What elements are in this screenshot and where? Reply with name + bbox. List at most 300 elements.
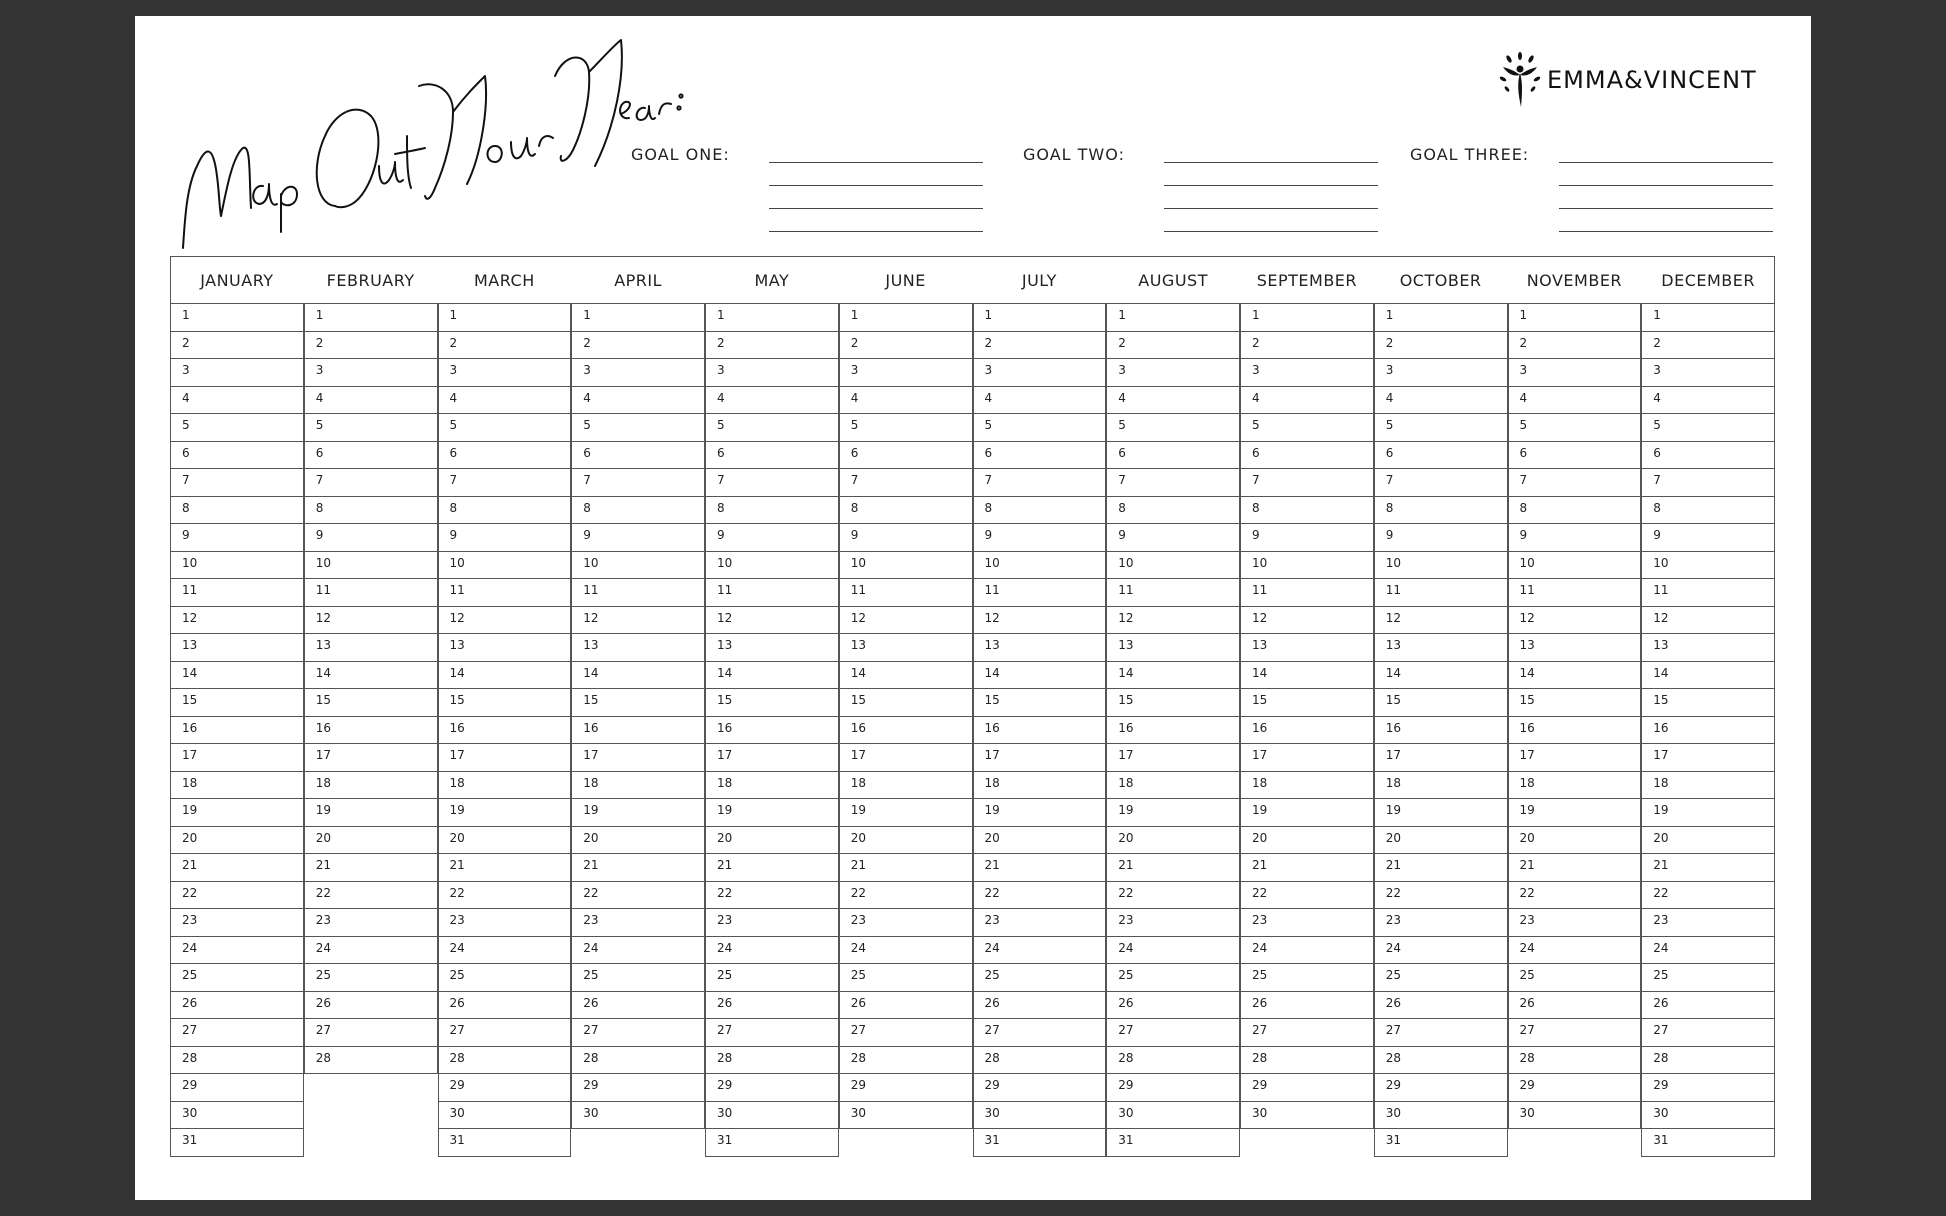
day-cell[interactable]: 5 xyxy=(1106,414,1240,442)
goal-one-lines[interactable] xyxy=(769,162,983,254)
day-cell[interactable]: 27 xyxy=(1106,1019,1240,1047)
day-cell[interactable]: 4 xyxy=(973,387,1107,415)
day-cell[interactable]: 31 xyxy=(973,1129,1107,1157)
day-cell[interactable]: 16 xyxy=(1106,717,1240,745)
day-cell[interactable]: 12 xyxy=(839,607,973,635)
day-cell[interactable]: 30 xyxy=(438,1102,572,1130)
day-cell[interactable]: 20 xyxy=(1106,827,1240,855)
day-cell[interactable]: 17 xyxy=(1508,744,1642,772)
day-cell[interactable]: 11 xyxy=(1240,579,1374,607)
day-cell[interactable]: 13 xyxy=(1508,634,1642,662)
day-cell[interactable]: 23 xyxy=(973,909,1107,937)
day-cell[interactable]: 8 xyxy=(170,497,304,525)
day-cell[interactable]: 11 xyxy=(705,579,839,607)
day-cell[interactable]: 24 xyxy=(973,937,1107,965)
day-cell[interactable]: 1 xyxy=(705,304,839,332)
day-cell[interactable]: 18 xyxy=(1106,772,1240,800)
day-cell[interactable]: 6 xyxy=(438,442,572,470)
day-cell[interactable]: 22 xyxy=(839,882,973,910)
day-cell[interactable]: 6 xyxy=(170,442,304,470)
day-cell[interactable]: 1 xyxy=(1106,304,1240,332)
day-cell[interactable]: 6 xyxy=(839,442,973,470)
day-cell[interactable]: 28 xyxy=(1240,1047,1374,1075)
day-cell[interactable]: 18 xyxy=(1240,772,1374,800)
day-cell[interactable]: 15 xyxy=(438,689,572,717)
day-cell[interactable]: 7 xyxy=(973,469,1107,497)
day-cell[interactable]: 15 xyxy=(705,689,839,717)
day-cell[interactable]: 16 xyxy=(839,717,973,745)
day-cell[interactable]: 6 xyxy=(705,442,839,470)
day-cell[interactable]: 18 xyxy=(839,772,973,800)
day-cell[interactable]: 1 xyxy=(839,304,973,332)
day-cell[interactable]: 5 xyxy=(973,414,1107,442)
day-cell[interactable]: 20 xyxy=(705,827,839,855)
day-cell[interactable]: 12 xyxy=(705,607,839,635)
day-cell[interactable]: 6 xyxy=(1641,442,1775,470)
day-cell[interactable]: 10 xyxy=(170,552,304,580)
day-cell[interactable]: 27 xyxy=(170,1019,304,1047)
day-cell[interactable]: 21 xyxy=(571,854,705,882)
day-cell[interactable]: 12 xyxy=(1508,607,1642,635)
day-cell[interactable]: 18 xyxy=(304,772,438,800)
day-cell[interactable]: 28 xyxy=(1641,1047,1775,1075)
day-cell[interactable]: 31 xyxy=(1641,1129,1775,1157)
day-cell[interactable]: 9 xyxy=(705,524,839,552)
day-cell[interactable]: 30 xyxy=(1374,1102,1508,1130)
day-cell[interactable]: 6 xyxy=(1374,442,1508,470)
day-cell[interactable]: 26 xyxy=(438,992,572,1020)
day-cell[interactable]: 22 xyxy=(170,882,304,910)
day-cell[interactable]: 11 xyxy=(170,579,304,607)
day-cell[interactable]: 21 xyxy=(304,854,438,882)
day-cell[interactable]: 10 xyxy=(839,552,973,580)
day-cell[interactable]: 14 xyxy=(839,662,973,690)
day-cell[interactable]: 23 xyxy=(1508,909,1642,937)
day-cell[interactable]: 13 xyxy=(705,634,839,662)
day-cell[interactable]: 4 xyxy=(1508,387,1642,415)
day-cell[interactable]: 4 xyxy=(1106,387,1240,415)
day-cell[interactable]: 11 xyxy=(304,579,438,607)
day-cell[interactable]: 20 xyxy=(1374,827,1508,855)
day-cell[interactable]: 6 xyxy=(1240,442,1374,470)
day-cell[interactable]: 16 xyxy=(1508,717,1642,745)
day-cell[interactable]: 19 xyxy=(839,799,973,827)
day-cell[interactable]: 11 xyxy=(438,579,572,607)
day-cell[interactable]: 22 xyxy=(304,882,438,910)
day-cell[interactable]: 17 xyxy=(438,744,572,772)
day-cell[interactable]: 18 xyxy=(170,772,304,800)
day-cell[interactable]: 23 xyxy=(1240,909,1374,937)
day-cell[interactable]: 27 xyxy=(1240,1019,1374,1047)
day-cell[interactable]: 17 xyxy=(973,744,1107,772)
day-cell[interactable]: 28 xyxy=(705,1047,839,1075)
day-cell[interactable]: 29 xyxy=(1240,1074,1374,1102)
day-cell[interactable]: 16 xyxy=(170,717,304,745)
day-cell[interactable]: 4 xyxy=(1374,387,1508,415)
day-cell[interactable]: 2 xyxy=(705,332,839,360)
day-cell[interactable]: 29 xyxy=(1641,1074,1775,1102)
day-cell[interactable]: 5 xyxy=(170,414,304,442)
day-cell[interactable]: 5 xyxy=(1508,414,1642,442)
day-cell[interactable]: 5 xyxy=(839,414,973,442)
day-cell[interactable]: 5 xyxy=(304,414,438,442)
day-cell[interactable]: 22 xyxy=(973,882,1107,910)
day-cell[interactable]: 26 xyxy=(973,992,1107,1020)
day-cell[interactable]: 2 xyxy=(1508,332,1642,360)
day-cell[interactable]: 27 xyxy=(705,1019,839,1047)
day-cell[interactable]: 10 xyxy=(973,552,1107,580)
day-cell[interactable]: 16 xyxy=(1641,717,1775,745)
day-cell[interactable]: 21 xyxy=(839,854,973,882)
day-cell[interactable]: 12 xyxy=(438,607,572,635)
day-cell[interactable]: 15 xyxy=(839,689,973,717)
day-cell[interactable]: 9 xyxy=(839,524,973,552)
day-cell[interactable]: 16 xyxy=(1374,717,1508,745)
day-cell[interactable]: 20 xyxy=(571,827,705,855)
day-cell[interactable]: 17 xyxy=(1374,744,1508,772)
day-cell[interactable]: 24 xyxy=(1240,937,1374,965)
day-cell[interactable]: 5 xyxy=(438,414,572,442)
day-cell[interactable]: 24 xyxy=(170,937,304,965)
day-cell[interactable]: 28 xyxy=(304,1047,438,1075)
day-cell[interactable]: 11 xyxy=(1374,579,1508,607)
day-cell[interactable]: 8 xyxy=(973,497,1107,525)
day-cell[interactable]: 20 xyxy=(1240,827,1374,855)
day-cell[interactable]: 13 xyxy=(304,634,438,662)
day-cell[interactable]: 20 xyxy=(973,827,1107,855)
day-cell[interactable]: 27 xyxy=(839,1019,973,1047)
day-cell[interactable]: 27 xyxy=(973,1019,1107,1047)
day-cell[interactable]: 25 xyxy=(1374,964,1508,992)
day-cell[interactable]: 11 xyxy=(973,579,1107,607)
day-cell[interactable]: 13 xyxy=(571,634,705,662)
day-cell[interactable]: 12 xyxy=(973,607,1107,635)
day-cell[interactable]: 18 xyxy=(1374,772,1508,800)
day-cell[interactable]: 7 xyxy=(1106,469,1240,497)
day-cell[interactable]: 7 xyxy=(438,469,572,497)
day-cell[interactable]: 13 xyxy=(438,634,572,662)
day-cell[interactable]: 30 xyxy=(1106,1102,1240,1130)
day-cell[interactable]: 16 xyxy=(304,717,438,745)
day-cell[interactable]: 15 xyxy=(1508,689,1642,717)
goal-two-lines[interactable] xyxy=(1164,162,1378,254)
day-cell[interactable]: 3 xyxy=(571,359,705,387)
day-cell[interactable]: 19 xyxy=(438,799,572,827)
day-cell[interactable]: 16 xyxy=(973,717,1107,745)
day-cell[interactable]: 28 xyxy=(1508,1047,1642,1075)
day-cell[interactable]: 17 xyxy=(170,744,304,772)
day-cell[interactable]: 2 xyxy=(1374,332,1508,360)
day-cell[interactable]: 26 xyxy=(1508,992,1642,1020)
day-cell[interactable]: 3 xyxy=(1374,359,1508,387)
day-cell[interactable]: 13 xyxy=(1106,634,1240,662)
day-cell[interactable]: 15 xyxy=(304,689,438,717)
day-cell[interactable]: 30 xyxy=(973,1102,1107,1130)
day-cell[interactable]: 8 xyxy=(1106,497,1240,525)
day-cell[interactable]: 14 xyxy=(705,662,839,690)
day-cell[interactable]: 25 xyxy=(1641,964,1775,992)
day-cell[interactable]: 27 xyxy=(438,1019,572,1047)
day-cell[interactable]: 10 xyxy=(1641,552,1775,580)
day-cell[interactable]: 22 xyxy=(1641,882,1775,910)
day-cell[interactable]: 14 xyxy=(304,662,438,690)
day-cell[interactable]: 15 xyxy=(973,689,1107,717)
day-cell[interactable]: 8 xyxy=(304,497,438,525)
day-cell[interactable]: 15 xyxy=(1641,689,1775,717)
day-cell[interactable]: 10 xyxy=(304,552,438,580)
day-cell[interactable]: 7 xyxy=(1641,469,1775,497)
day-cell[interactable]: 12 xyxy=(170,607,304,635)
day-cell[interactable]: 6 xyxy=(1508,442,1642,470)
day-cell[interactable]: 9 xyxy=(1508,524,1642,552)
day-cell[interactable]: 19 xyxy=(170,799,304,827)
day-cell[interactable]: 25 xyxy=(839,964,973,992)
day-cell[interactable]: 25 xyxy=(705,964,839,992)
day-cell[interactable]: 3 xyxy=(1106,359,1240,387)
day-cell[interactable]: 29 xyxy=(839,1074,973,1102)
day-cell[interactable]: 29 xyxy=(973,1074,1107,1102)
day-cell[interactable]: 30 xyxy=(170,1102,304,1130)
day-cell[interactable]: 22 xyxy=(1240,882,1374,910)
day-cell[interactable]: 27 xyxy=(1508,1019,1642,1047)
day-cell[interactable]: 25 xyxy=(438,964,572,992)
day-cell[interactable]: 6 xyxy=(973,442,1107,470)
day-cell[interactable]: 10 xyxy=(1106,552,1240,580)
day-cell[interactable]: 8 xyxy=(705,497,839,525)
day-cell[interactable]: 16 xyxy=(571,717,705,745)
day-cell[interactable]: 17 xyxy=(1106,744,1240,772)
day-cell[interactable]: 31 xyxy=(705,1129,839,1157)
day-cell[interactable]: 24 xyxy=(705,937,839,965)
day-cell[interactable]: 23 xyxy=(170,909,304,937)
day-cell[interactable]: 9 xyxy=(571,524,705,552)
day-cell[interactable]: 29 xyxy=(571,1074,705,1102)
day-cell[interactable]: 4 xyxy=(705,387,839,415)
day-cell[interactable]: 5 xyxy=(1641,414,1775,442)
day-cell[interactable]: 19 xyxy=(705,799,839,827)
day-cell[interactable]: 4 xyxy=(438,387,572,415)
day-cell[interactable]: 22 xyxy=(1374,882,1508,910)
day-cell[interactable]: 9 xyxy=(304,524,438,552)
day-cell[interactable]: 30 xyxy=(705,1102,839,1130)
day-cell[interactable]: 22 xyxy=(438,882,572,910)
day-cell[interactable]: 27 xyxy=(1641,1019,1775,1047)
day-cell[interactable]: 7 xyxy=(705,469,839,497)
day-cell[interactable]: 30 xyxy=(1240,1102,1374,1130)
day-cell[interactable]: 28 xyxy=(571,1047,705,1075)
day-cell[interactable]: 1 xyxy=(1641,304,1775,332)
day-cell[interactable]: 15 xyxy=(1240,689,1374,717)
day-cell[interactable]: 2 xyxy=(304,332,438,360)
day-cell[interactable]: 26 xyxy=(571,992,705,1020)
day-cell[interactable]: 7 xyxy=(571,469,705,497)
day-cell[interactable]: 20 xyxy=(304,827,438,855)
day-cell[interactable]: 31 xyxy=(1374,1129,1508,1157)
day-cell[interactable]: 15 xyxy=(1106,689,1240,717)
day-cell[interactable]: 3 xyxy=(304,359,438,387)
day-cell[interactable]: 7 xyxy=(304,469,438,497)
day-cell[interactable]: 11 xyxy=(1508,579,1642,607)
day-cell[interactable]: 17 xyxy=(839,744,973,772)
day-cell[interactable]: 19 xyxy=(1641,799,1775,827)
day-cell[interactable]: 3 xyxy=(839,359,973,387)
day-cell[interactable]: 9 xyxy=(170,524,304,552)
day-cell[interactable]: 6 xyxy=(304,442,438,470)
day-cell[interactable]: 25 xyxy=(1508,964,1642,992)
day-cell[interactable]: 12 xyxy=(1106,607,1240,635)
day-cell[interactable]: 30 xyxy=(1508,1102,1642,1130)
day-cell[interactable]: 19 xyxy=(1240,799,1374,827)
day-cell[interactable]: 24 xyxy=(571,937,705,965)
day-cell[interactable]: 25 xyxy=(1106,964,1240,992)
day-cell[interactable]: 20 xyxy=(438,827,572,855)
day-cell[interactable]: 18 xyxy=(705,772,839,800)
day-cell[interactable]: 27 xyxy=(1374,1019,1508,1047)
day-cell[interactable]: 14 xyxy=(1374,662,1508,690)
day-cell[interactable]: 5 xyxy=(1240,414,1374,442)
day-cell[interactable]: 21 xyxy=(1374,854,1508,882)
day-cell[interactable]: 7 xyxy=(170,469,304,497)
day-cell[interactable]: 13 xyxy=(170,634,304,662)
day-cell[interactable]: 14 xyxy=(571,662,705,690)
day-cell[interactable]: 1 xyxy=(438,304,572,332)
day-cell[interactable]: 3 xyxy=(973,359,1107,387)
day-cell[interactable]: 24 xyxy=(1106,937,1240,965)
day-cell[interactable]: 20 xyxy=(1641,827,1775,855)
day-cell[interactable]: 11 xyxy=(571,579,705,607)
day-cell[interactable]: 1 xyxy=(304,304,438,332)
day-cell[interactable]: 23 xyxy=(705,909,839,937)
day-cell[interactable]: 29 xyxy=(1106,1074,1240,1102)
day-cell[interactable]: 29 xyxy=(705,1074,839,1102)
day-cell[interactable]: 28 xyxy=(839,1047,973,1075)
day-cell[interactable]: 26 xyxy=(705,992,839,1020)
day-cell[interactable]: 11 xyxy=(839,579,973,607)
day-cell[interactable]: 21 xyxy=(1641,854,1775,882)
day-cell[interactable]: 26 xyxy=(1641,992,1775,1020)
day-cell[interactable]: 1 xyxy=(973,304,1107,332)
day-cell[interactable]: 14 xyxy=(438,662,572,690)
day-cell[interactable]: 1 xyxy=(1374,304,1508,332)
day-cell[interactable]: 9 xyxy=(1106,524,1240,552)
day-cell[interactable]: 8 xyxy=(1374,497,1508,525)
day-cell[interactable]: 24 xyxy=(438,937,572,965)
day-cell[interactable]: 28 xyxy=(1106,1047,1240,1075)
day-cell[interactable]: 26 xyxy=(1106,992,1240,1020)
day-cell[interactable]: 28 xyxy=(170,1047,304,1075)
day-cell[interactable]: 22 xyxy=(705,882,839,910)
day-cell[interactable]: 21 xyxy=(705,854,839,882)
day-cell[interactable]: 10 xyxy=(438,552,572,580)
day-cell[interactable]: 10 xyxy=(1508,552,1642,580)
day-cell[interactable]: 27 xyxy=(571,1019,705,1047)
day-cell[interactable]: 25 xyxy=(304,964,438,992)
day-cell[interactable]: 4 xyxy=(571,387,705,415)
day-cell[interactable]: 2 xyxy=(571,332,705,360)
day-cell[interactable]: 12 xyxy=(1240,607,1374,635)
day-cell[interactable]: 1 xyxy=(1240,304,1374,332)
day-cell[interactable]: 12 xyxy=(1641,607,1775,635)
day-cell[interactable]: 21 xyxy=(1106,854,1240,882)
day-cell[interactable]: 15 xyxy=(170,689,304,717)
day-cell[interactable]: 25 xyxy=(1240,964,1374,992)
day-cell[interactable]: 4 xyxy=(304,387,438,415)
day-cell[interactable]: 18 xyxy=(438,772,572,800)
day-cell[interactable]: 31 xyxy=(170,1129,304,1157)
day-cell[interactable]: 13 xyxy=(839,634,973,662)
day-cell[interactable]: 14 xyxy=(170,662,304,690)
day-cell[interactable]: 9 xyxy=(1374,524,1508,552)
day-cell[interactable]: 22 xyxy=(1508,882,1642,910)
day-cell[interactable]: 2 xyxy=(1240,332,1374,360)
day-cell[interactable]: 6 xyxy=(571,442,705,470)
day-cell[interactable]: 12 xyxy=(304,607,438,635)
day-cell[interactable]: 23 xyxy=(1641,909,1775,937)
day-cell[interactable]: 30 xyxy=(839,1102,973,1130)
day-cell[interactable]: 7 xyxy=(1508,469,1642,497)
day-cell[interactable]: 16 xyxy=(438,717,572,745)
day-cell[interactable]: 17 xyxy=(571,744,705,772)
day-cell[interactable]: 31 xyxy=(1106,1129,1240,1157)
day-cell[interactable]: 21 xyxy=(1508,854,1642,882)
day-cell[interactable]: 7 xyxy=(839,469,973,497)
day-cell[interactable]: 26 xyxy=(1374,992,1508,1020)
day-cell[interactable]: 2 xyxy=(839,332,973,360)
day-cell[interactable]: 13 xyxy=(1240,634,1374,662)
day-cell[interactable]: 8 xyxy=(1508,497,1642,525)
day-cell[interactable]: 23 xyxy=(839,909,973,937)
day-cell[interactable]: 11 xyxy=(1641,579,1775,607)
day-cell[interactable]: 26 xyxy=(170,992,304,1020)
day-cell[interactable]: 1 xyxy=(1508,304,1642,332)
day-cell[interactable]: 1 xyxy=(571,304,705,332)
day-cell[interactable]: 18 xyxy=(973,772,1107,800)
day-cell[interactable]: 21 xyxy=(973,854,1107,882)
goal-three-lines[interactable] xyxy=(1559,162,1773,254)
day-cell[interactable]: 29 xyxy=(1374,1074,1508,1102)
day-cell[interactable]: 19 xyxy=(1106,799,1240,827)
day-cell[interactable]: 12 xyxy=(1374,607,1508,635)
day-cell[interactable]: 24 xyxy=(1508,937,1642,965)
day-cell[interactable]: 23 xyxy=(1374,909,1508,937)
day-cell[interactable]: 21 xyxy=(438,854,572,882)
day-cell[interactable]: 9 xyxy=(438,524,572,552)
day-cell[interactable]: 9 xyxy=(1641,524,1775,552)
day-cell[interactable]: 23 xyxy=(1106,909,1240,937)
day-cell[interactable]: 18 xyxy=(571,772,705,800)
day-cell[interactable]: 8 xyxy=(1641,497,1775,525)
day-cell[interactable]: 6 xyxy=(1106,442,1240,470)
day-cell[interactable]: 2 xyxy=(170,332,304,360)
day-cell[interactable]: 19 xyxy=(1508,799,1642,827)
day-cell[interactable]: 17 xyxy=(1641,744,1775,772)
day-cell[interactable]: 1 xyxy=(170,304,304,332)
day-cell[interactable]: 26 xyxy=(1240,992,1374,1020)
day-cell[interactable]: 11 xyxy=(1106,579,1240,607)
day-cell[interactable]: 24 xyxy=(839,937,973,965)
day-cell[interactable]: 5 xyxy=(1374,414,1508,442)
day-cell[interactable]: 4 xyxy=(170,387,304,415)
day-cell[interactable]: 19 xyxy=(973,799,1107,827)
day-cell[interactable]: 31 xyxy=(438,1129,572,1157)
day-cell[interactable]: 17 xyxy=(1240,744,1374,772)
day-cell[interactable]: 28 xyxy=(1374,1047,1508,1075)
day-cell[interactable]: 19 xyxy=(304,799,438,827)
day-cell[interactable]: 23 xyxy=(571,909,705,937)
day-cell[interactable]: 17 xyxy=(304,744,438,772)
day-cell[interactable]: 22 xyxy=(571,882,705,910)
day-cell[interactable]: 18 xyxy=(1641,772,1775,800)
